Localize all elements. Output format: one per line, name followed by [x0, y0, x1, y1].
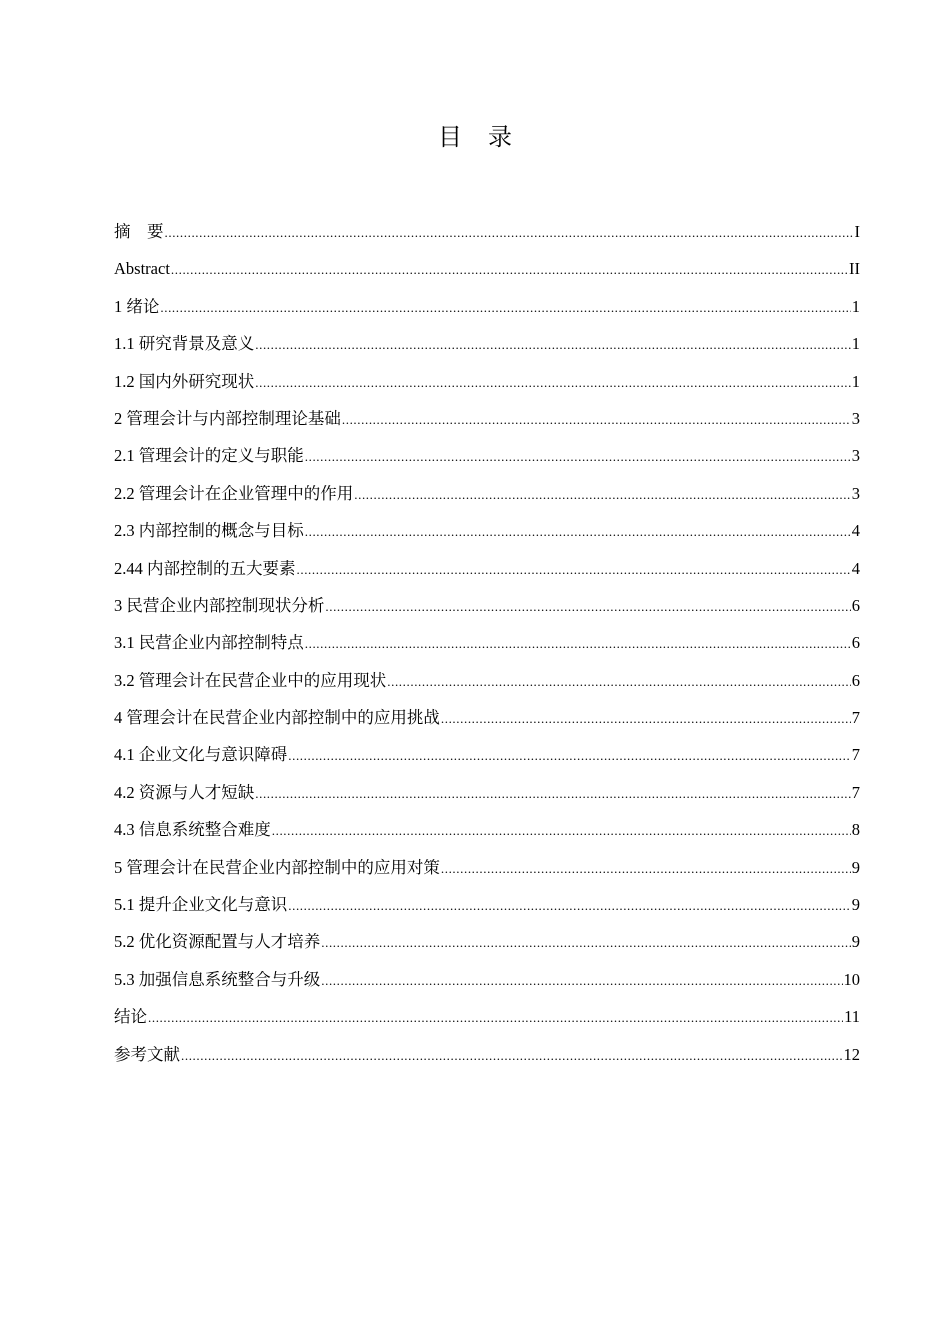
toc-dot-leader — [441, 850, 851, 887]
toc-entry-chapter-4[interactable] — [114, 699, 860, 736]
toc-dot-leader — [165, 214, 854, 251]
toc-page-number: 10 — [843, 969, 860, 989]
toc-entry-label: 5.3 加强信息系统整合与升级 — [114, 969, 321, 989]
toc-entry-label: 3.2 管理会计在民营企业中的应用现状 — [114, 670, 387, 690]
toc-entry-label: 5.1 提升企业文化与意识 — [114, 895, 288, 915]
toc-entry-label: 4.1 企业文化与意识障碍 — [114, 745, 288, 765]
toc-entry-section-2-3[interactable] — [114, 512, 860, 549]
toc-entry-chapter-3[interactable] — [114, 587, 860, 624]
toc-entry-label: 结论 — [114, 1007, 147, 1027]
title-char-2: 录 — [488, 125, 512, 151]
toc-page-number: 7 — [851, 782, 860, 802]
toc-dot-leader — [342, 401, 851, 438]
toc-dot-leader — [297, 551, 851, 588]
toc-page-number: 1 — [851, 296, 860, 316]
toc-dot-leader — [305, 438, 851, 475]
toc-dot-leader — [171, 251, 848, 288]
toc-page-number: 11 — [844, 1007, 860, 1027]
toc-dot-leader — [305, 513, 851, 550]
toc-dot-leader — [148, 999, 843, 1036]
toc-entry-label: 4.2 资源与人才短缺 — [114, 782, 255, 802]
page-title — [0, 118, 950, 158]
toc-entry-label: 2.2 管理会计在企业管理中的作用 — [114, 483, 354, 503]
toc-page-number: I — [854, 222, 860, 241]
toc-entry-abstract-cn[interactable] — [114, 213, 860, 250]
toc-entry-section-4-3[interactable] — [114, 811, 860, 848]
toc-entry-label: 4 管理会计在民营企业内部控制中的应用挑战 — [114, 708, 440, 728]
toc-page-number: 4 — [851, 558, 860, 578]
toc-dot-leader — [325, 588, 850, 625]
toc-entry-label: 3 民营企业内部控制现状分析 — [114, 595, 325, 615]
toc-entry-abstract-en[interactable] — [114, 250, 860, 287]
toc-entry-label: 参考文献 — [114, 1044, 180, 1064]
toc-dot-leader — [305, 625, 851, 662]
toc-page-number: 3 — [851, 446, 860, 466]
toc-entry-section-4-1[interactable] — [114, 736, 860, 773]
toc-entry-section-5-3[interactable] — [114, 961, 860, 998]
toc-page-number: II — [849, 259, 860, 279]
toc-dot-leader — [387, 663, 851, 700]
toc-page-number: 9 — [851, 895, 860, 915]
toc-entry-references[interactable] — [114, 1036, 860, 1073]
toc-dot-leader — [255, 775, 851, 812]
toc-page-number: 9 — [851, 932, 860, 952]
toc-entry-label: 1.1 研究背景及意义 — [114, 334, 255, 354]
toc-entry-chapter-1[interactable] — [114, 288, 860, 325]
toc-page-number: 8 — [851, 820, 860, 840]
toc-entry-section-2-1[interactable] — [114, 437, 860, 474]
toc-entry-section-1-2[interactable] — [114, 363, 860, 400]
toc-entry-label: 2.3 内部控制的概念与目标 — [114, 521, 304, 541]
toc-entry-section-3-2[interactable] — [114, 662, 860, 699]
toc-page-number: 9 — [851, 857, 860, 877]
toc-dot-leader — [288, 737, 851, 774]
toc-entry-label: 2.1 管理会计的定义与职能 — [114, 446, 304, 466]
toc-entry-label: 5.2 优化资源配置与人才培养 — [114, 932, 321, 952]
toc-entry-label: 1 绪论 — [114, 296, 160, 316]
toc-dot-leader — [321, 924, 851, 961]
toc-page-number: 3 — [851, 483, 860, 503]
toc-entry-label: 3.1 民营企业内部控制特点 — [114, 633, 304, 653]
toc-page-number: 7 — [851, 745, 860, 765]
toc-dot-leader — [441, 700, 851, 737]
toc-entry-section-2-44[interactable] — [114, 550, 860, 587]
toc-entry-label: 2.44 内部控制的五大要素 — [114, 558, 296, 578]
toc-page-number: 3 — [851, 408, 860, 428]
toc-entry-label: Abstract — [114, 259, 170, 279]
title-char-1: 目 — [438, 125, 462, 151]
toc-entry-section-3-1[interactable] — [114, 624, 860, 661]
toc-entry-section-5-2[interactable] — [114, 923, 860, 960]
toc-entry-label: 摘 要 — [114, 222, 164, 241]
toc-entry-chapter-2[interactable] — [114, 400, 860, 437]
toc-entry-section-5-1[interactable] — [114, 886, 860, 923]
toc-entry-label: 5 管理会计在民营企业内部控制中的应用对策 — [114, 857, 440, 877]
toc-entry-label: 2 管理会计与内部控制理论基础 — [114, 408, 341, 428]
toc-page-number: 12 — [843, 1044, 860, 1064]
toc-entry-chapter-5[interactable] — [114, 849, 860, 886]
toc-dot-leader — [160, 289, 850, 326]
table-of-contents — [114, 213, 860, 1073]
toc-entry-label: 4.3 信息系统整合难度 — [114, 820, 271, 840]
toc-entry-section-4-2[interactable] — [114, 774, 860, 811]
toc-dot-leader — [288, 887, 851, 924]
toc-dot-leader — [255, 326, 851, 363]
toc-page-number: 6 — [851, 670, 860, 690]
toc-entry-section-1-1[interactable] — [114, 325, 860, 362]
toc-entry-label: 1.2 国内外研究现状 — [114, 371, 255, 391]
toc-entry-conclusion[interactable] — [114, 998, 860, 1035]
toc-entry-section-2-2[interactable] — [114, 475, 860, 512]
toc-dot-leader — [255, 364, 851, 401]
toc-page-number: 4 — [851, 521, 860, 541]
toc-dot-leader — [354, 476, 851, 513]
toc-page-number: 1 — [851, 334, 860, 354]
toc-dot-leader — [272, 812, 851, 849]
toc-page-number: 6 — [851, 633, 860, 653]
toc-dot-leader — [181, 1037, 843, 1074]
toc-page-number: 6 — [851, 595, 860, 615]
toc-page-number: 1 — [851, 371, 860, 391]
toc-dot-leader — [321, 962, 842, 999]
toc-page-number: 7 — [851, 708, 860, 728]
